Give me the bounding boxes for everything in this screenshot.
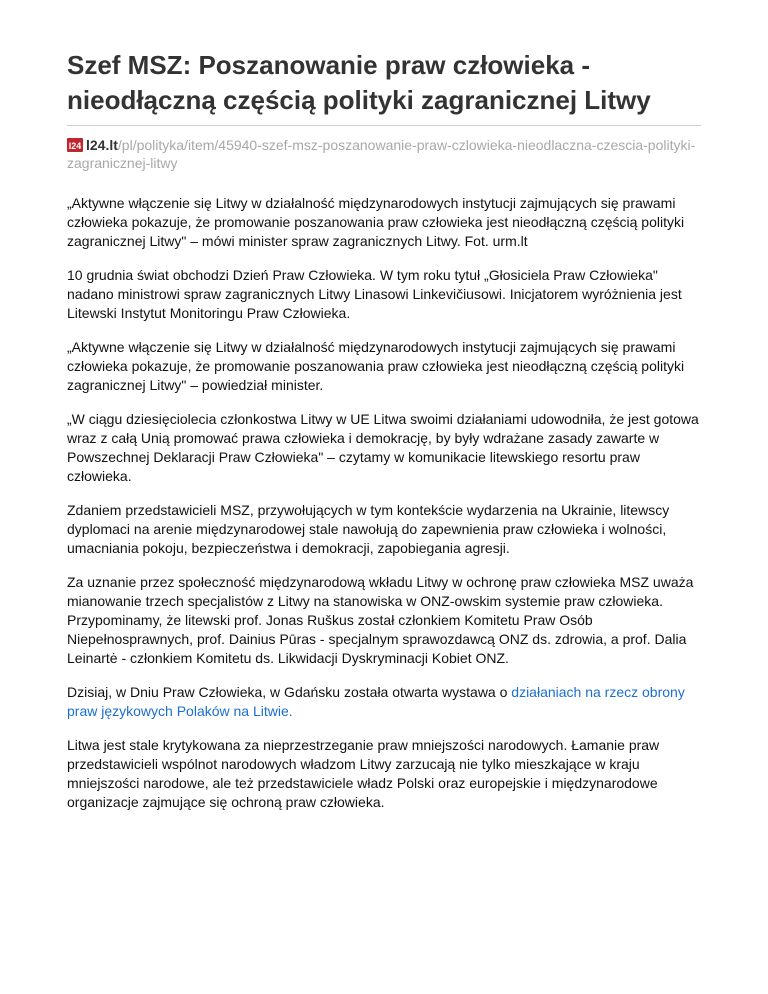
article-paragraph: „W ciągu dziesięciolecia członkostwa Litwy w UE Litwa swoimi działaniami udowodniła, że jest gotowa wraz z całą Unią promować prawa człowieka i demokrację, by były wdrażane zasady zawarte w Powszechnej Deklaracji Praw Człowieka" – czytamy w komunikacie litewskiego resortu praw człowieka. <box>67 411 699 484</box>
title-divider <box>67 125 701 126</box>
source-domain[interactable]: l24.lt <box>86 137 118 153</box>
svg-text:l24: l24 <box>68 141 82 151</box>
article-paragraph: Zdaniem przedstawicieli MSZ, przywołujących w tym kontekście wydarzenia na Ukrainie, litewscy dyplomaci na arenie międzynarodowej stale nawołują do zapewnienia praw człowieka i wolności, umacniania pokoju, bezpieczeństwa i demokracji, zapobiegania agresji. <box>67 502 670 556</box>
link-paragraph-text: Dzisiaj, w Dniu Praw Człowieka, w Gdańsku została otwarta wystawa o <box>67 684 512 700</box>
article-title: Szef MSZ: Poszanowanie praw człowieka - nieodłączną częścią polityki zagranicznej Litwy <box>67 50 651 115</box>
article-paragraph: „Aktywne włączenie się Litwy w działalność międzynarodowych instytucji zajmujących się prawami człowieka pokazuje, że promowanie poszanowania praw człowieka jest nieodłączną częścią polityki zagranicznej Litwy" – mówi minister spraw zagranicznych Litwy. Fot. urm.lt <box>67 195 685 249</box>
l24-logo-icon <box>67 138 83 152</box>
article-paragraph: „Aktywne włączenie się Litwy w działalność międzynarodowych instytucji zajmujących się prawami człowieka pokazuje, że promowanie poszanowania praw człowieka jest nieodłączną częścią polityki zagranicznej Litwy" – powiedział minister. <box>67 339 685 393</box>
article-body <box>67 194 701 812</box>
exhibition-link[interactable]: działaniach na rzecz obrony praw językowych Polaków na Litwie. <box>67 684 685 719</box>
article-paragraph-with-link <box>67 683 701 721</box>
source-path[interactable]: /pl/polityka/item/45940-szef-msz-poszanowanie-praw-czlowieka-nieodlaczna-czescia-polityki-zagranicznej-litwy <box>67 137 696 171</box>
article-paragraph: Litwa jest stale krytykowana za nieprzestrzeganie praw mniejszości narodowych. Łamanie praw przedstawicieli wspólnot narodowych władzom Litwy zarzucają nie tylko mieszkające w kraju mniejszości narodowe, ale też przedstawiciele władz Polski oraz europejskie i międzynarodowe organizacje zajmujące się ochroną praw człowieka. <box>67 737 660 810</box>
article-page <box>67 48 701 827</box>
article-paragraph: 10 grudnia świat obchodzi Dzień Praw Człowieka. W tym roku tytuł „Głosiciela Praw Człowieka" nadano ministrowi spraw zagranicznych Litwy Linasowi Linkevičiusowi. Inicjatorem wyróżnienia jest Litewski Instytut Monitoringu Praw Człowieka. <box>67 267 682 321</box>
article-paragraph: Za uznanie przez społeczność międzynarodową wkładu Litwy w ochronę praw człowieka MSZ uważa mianowanie trzech specjalistów z Litwy na stanowiska w ONZ-owskim systemie praw człowieka. Przypominamy, że litewski prof. Jonas Ruškus został członkiem Komitetu Praw Osób Niepełnosprawnych, prof. Dainius Pūras - specjalnym sprawozdawcą ONZ ds. zdrowia, a prof. Dalia Leinartė - członkiem Komitetu ds. Likwidacji Dyskryminacji Kobiet ONZ. <box>67 574 694 666</box>
source-line[interactable] <box>67 136 701 172</box>
